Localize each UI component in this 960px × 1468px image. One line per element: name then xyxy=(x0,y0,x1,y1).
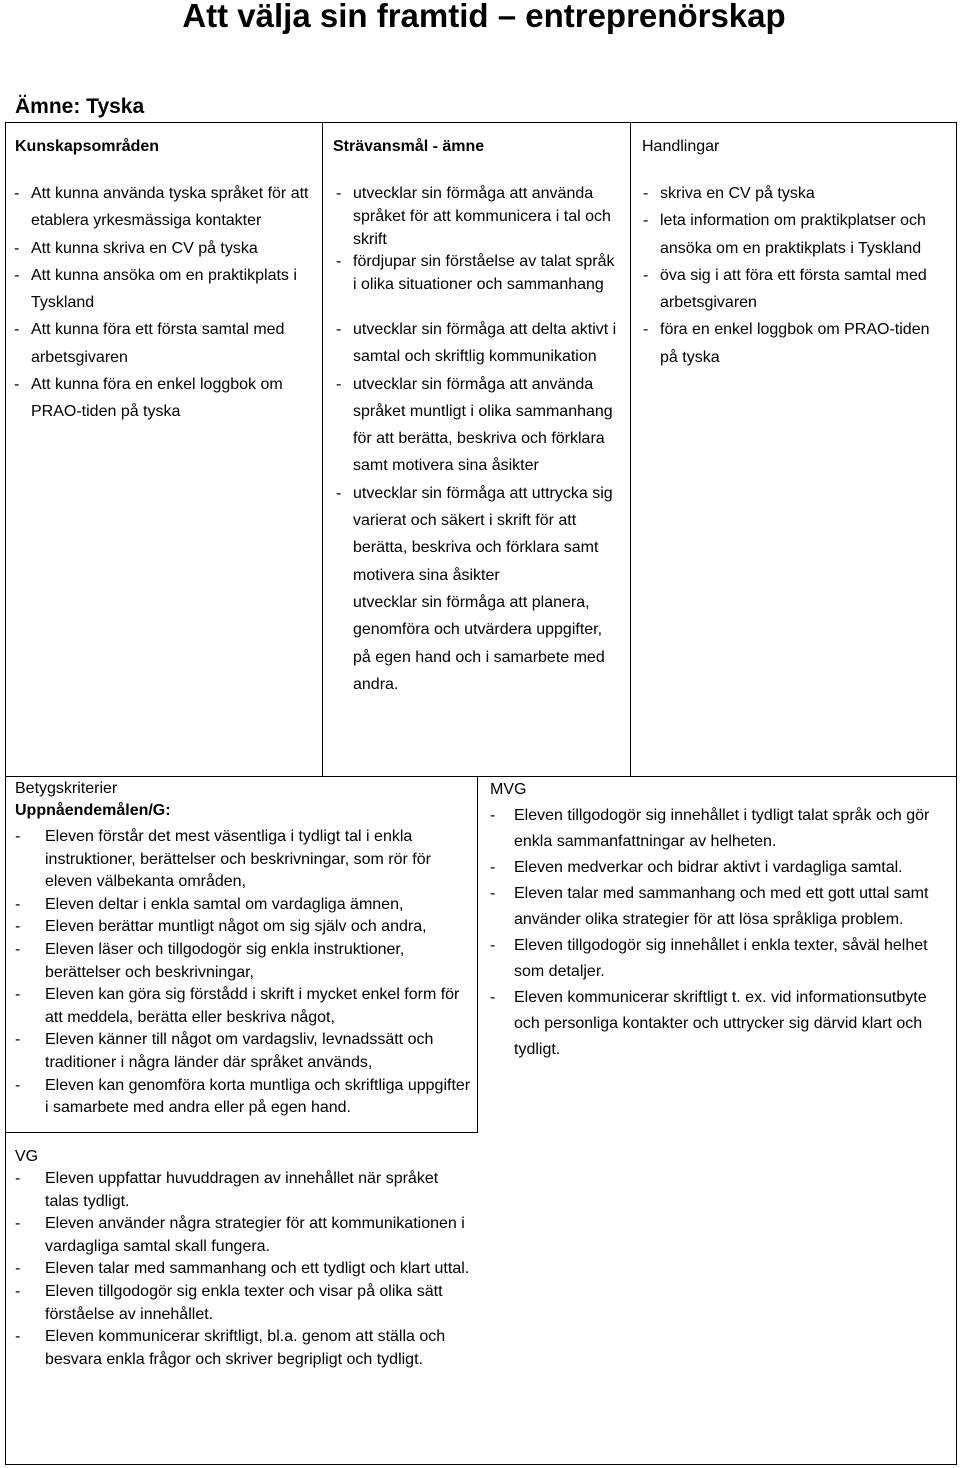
list-item: - Eleven medverkar och bidrar aktivt i vardagliga samtal. xyxy=(490,855,945,881)
document-title: Att välja sin framtid – entreprenörskap xyxy=(182,0,786,34)
header-stravansmal: Strävansmål - ämne xyxy=(333,138,485,155)
list-item: - utvecklar sin förmåga att delta aktivt i samtal och skriftlig kommunikation xyxy=(336,316,618,371)
criteria-mvg-section xyxy=(490,777,945,1063)
subject-heading: Ämne: Tyska xyxy=(15,95,145,118)
criteria-divider xyxy=(477,776,478,1132)
criteria-g-section xyxy=(15,778,473,1120)
list-item: - föra en enkel loggbok om PRAO-tiden på tyska xyxy=(643,316,948,371)
criteria-heading: Betygskriterier xyxy=(15,780,118,797)
list-item: - Att kunna föra en enkel loggbok om PRAO-tiden på tyska xyxy=(14,371,314,426)
table-divider-1 xyxy=(322,122,323,777)
list-item: - Att kunna ansöka om en praktikplats i Tyskland xyxy=(14,262,314,317)
list-item: - Eleven tillgodogör sig innehållet i enkla texter, såväl helhet som detaljer. xyxy=(490,933,945,985)
list-item: - utvecklar sin förmåga att använda språket för att kommunicera i tal och skrift xyxy=(336,183,618,251)
list-item: - Eleven berättar muntligt något om sig själv och andra, xyxy=(15,916,473,939)
list-item: - Eleven läser och tillgodogör sig enkla instruktioner, berättelser och beskrivningar, xyxy=(15,939,473,984)
list-item: - Att kunna skriva en CV på tyska xyxy=(14,235,314,262)
table-divider-2 xyxy=(630,122,631,777)
list-item: - Eleven uppfattar huvuddragen av innehållet när språket talas tydligt. xyxy=(15,1168,473,1213)
mvg-heading: MVG xyxy=(490,781,527,798)
list-item: - Eleven tillgodogör sig enkla texter och visar på olika sätt förståelse av innehållet. xyxy=(15,1281,473,1326)
list-item: - skriva en CV på tyska xyxy=(643,180,948,207)
handlingar-list xyxy=(643,180,948,371)
list-item: - utvecklar sin förmåga att uttrycka sig varierat och säkert i skrift för att berätta, beskriva och förklara samt motivera sina åsikter xyxy=(336,480,618,589)
g-heading: Uppnåendemålen/G: xyxy=(15,802,171,819)
header-kunskapsomraden: Kunskapsområden xyxy=(15,138,160,155)
list-item: - utvecklar sin förmåga att använda språket muntligt i olika sammanhang för att berätta, beskriva och förklara samt motivera sina åsikter xyxy=(336,371,618,480)
stravansmal-list-top xyxy=(336,183,618,297)
list-item: - Att kunna föra ett första samtal med arbetsgivaren xyxy=(14,316,314,371)
header-handlingar: Handlingar xyxy=(642,138,720,155)
list-item: - Att kunna använda tyska språket för att etablera yrkesmässiga kontakter xyxy=(14,180,314,235)
list-item: - Eleven kommunicerar skriftligt t. ex. vid informationsutbyte och personliga kontakter och uttrycker sig därvid klart och tydligt. xyxy=(490,985,945,1063)
vg-heading: VG xyxy=(15,1148,39,1165)
list-item: - Eleven kommunicerar skriftligt, bl.a. genom att ställa och besvara enkla frågor och skriver begripligt och tydligt. xyxy=(15,1326,473,1371)
list-item: - Eleven kan göra sig förstådd i skrift i mycket enkel form för att meddela, berätta eller beskriva något, xyxy=(15,984,473,1029)
list-item: - Eleven tillgodogör sig innehållet i tydligt talat språk och gör enkla sammanfattningar av helheten. xyxy=(490,803,945,855)
list-item: - Eleven använder några strategier för att kommunikationen i vardagliga samtal skall fungera. xyxy=(15,1213,473,1258)
list-item: - Eleven talar med sammanhang och med ett gott uttal samt använder olika strategier för att lösa språkliga problem. xyxy=(490,881,945,933)
stravansmal-list-bottom xyxy=(336,316,618,698)
list-item: utvecklar sin förmåga att planera, genomföra och utvärdera uppgifter, på egen hand och i samarbete med andra. xyxy=(353,593,605,693)
list-item: - Eleven talar med sammanhang och ett tydligt och klart uttal. xyxy=(15,1258,473,1281)
list-item: - Eleven förstår det mest väsentliga i tydligt tal i enkla instruktioner, berättelser och beskrivningar, som rör för eleven välbekanta områden, xyxy=(15,826,473,894)
criteria-vg-section xyxy=(15,1146,473,1371)
list-item: - fördjupar sin förståelse av talat språk i olika situationer och sammanhang xyxy=(336,251,618,297)
list-item: - leta information om praktikplatser och ansöka om en praktikplats i Tyskland xyxy=(643,207,948,262)
list-item: - Eleven deltar i enkla samtal om vardagliga ämnen, xyxy=(15,894,473,917)
kunskapsomraden-list xyxy=(14,180,314,426)
list-item: - Eleven kan genomföra korta muntliga och skriftliga uppgifter i samarbete med andra eller på egen hand. xyxy=(15,1075,473,1120)
criteria-divider-horizontal xyxy=(5,1132,478,1133)
list-item: - Eleven känner till något om vardagsliv, levnadssätt och traditioner i några länder där språket används, xyxy=(15,1029,473,1074)
list-item: - öva sig i att föra ett första samtal med arbetsgivaren xyxy=(643,262,948,317)
